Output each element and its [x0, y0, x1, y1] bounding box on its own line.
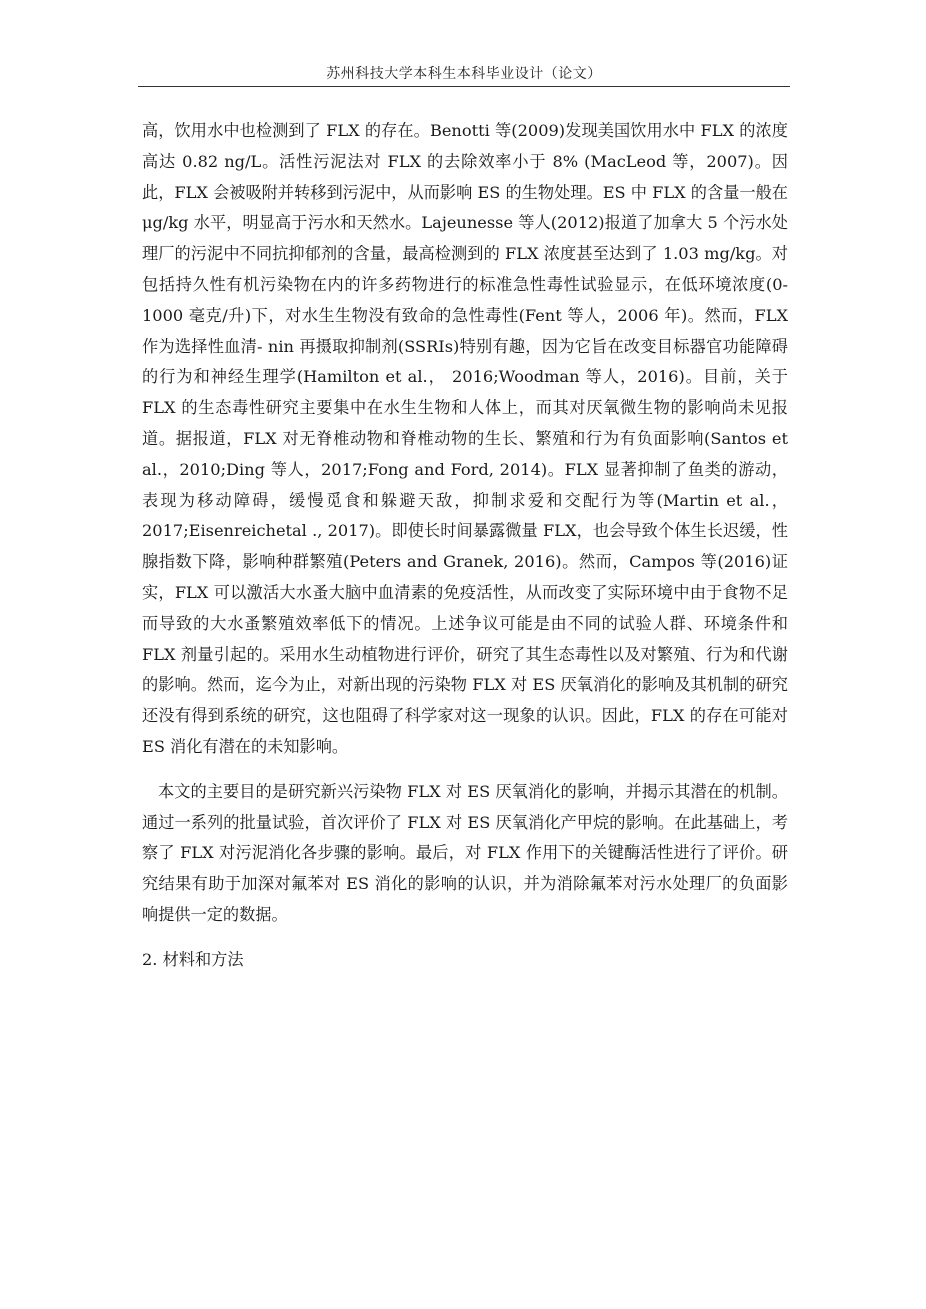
body-paragraph-1: 高，饮用水中也检测到了 FLX 的存在。Benotti 等(2009)发现美国饮用水中 FLX 的浓度高达 0.82 ng/L。活性污泥法对 FLX 的去除效率小于 8% (MacLeod 等，2007)。因此，FLX 会被吸附并转移到污泥中，从而影响 ES 的生物处理。ES 中 FLX 的含量一般在 μg/kg 水平，明显高于污水和天然水。Lajeunesse 等人(2012)报道了加拿大 5 个污水处理厂的污泥中不同抗抑郁剂的含量，最高检测到的 FLX 浓度甚至达到了 1.03 mg/kg。对包括持久性有机污染物在内的许多药物进行的标准急性毒性试验显示，在低环境浓度(0-1000 毫克/升)下，对水生生物没有致命的急性毒性(Fent 等人，2006 年)。然而，FLX 作为选择性血清- nin 再摄取抑制剂(SSRIs)特别有趣，因为它旨在改变目标器官功能障碍的行为和神经生理学(Hamilton et al.， 2016;Woodman 等人，2016)。目前，关于 FLX 的生态毒性研究主要集中在水生生物和人体上，而其对厌氧微生物的影响尚未见报道。据报道，FLX 对无脊椎动物和脊椎动物的生长、繁殖和行为有负面影响(Santos et al.，2010;Ding 等人，2017;Fong and Ford, 2014)。FLX 显著抑制了鱼类的游动，表现为移动障碍，缓慢觅食和躲避天敌，抑制求爱和交配行为等(Martin et al.，2017;Eisenreichetal ., 2017)。即使长时间暴露微量 FLX，也会导致个体生长迟缓，性腺指数下降，影响种群繁殖(Peters and Granek, 2016)。然而，Campos 等(2016)证实，FLX 可以激活大水蚤大脑中血清素的免疫活性，从而改变了实际环境中由于食物不足而导致的大水蚤繁殖效率低下的情况。上述争议可能是由不同的试验人群、环境条件和 FLX 剂量引起的。采用水生动植物进行评价，研究了其生态毒性以及对繁殖、行为和代谢的影响。然而，迄今为止，对新出现的污染物 FLX 对 ES 厌氧消化的影响及其机制的研究还没有得到系统的研究，这也阻碍了科学家对这一现象的认识。因此，FLX 的存在可能对 ES 消化有潜在的未知影响。: [142, 121, 788, 756]
section-heading: 2. 材料和方法: [142, 949, 244, 969]
document-body: [142, 116, 788, 976]
page-header: 苏州科技大学本科生本科毕业设计（论文）: [326, 66, 602, 82]
header-rule: [138, 86, 790, 87]
body-paragraph-2: 本文的主要目的是研究新兴污染物 FLX 对 ES 厌氧消化的影响，并揭示其潜在的机制。通过一系列的批量试验，首次评价了 FLX 对 ES 厌氧消化产甲烷的影响。在此基础上，考察了 FLX 对污泥消化各步骤的影响。最后，对 FLX 作用下的关键酶活性进行了评价。研究结果有助于加深对氟苯对 ES 消化的影响的认识，并为消除氟苯对污水处理厂的负面影响提供一定的数据。: [142, 781, 788, 924]
